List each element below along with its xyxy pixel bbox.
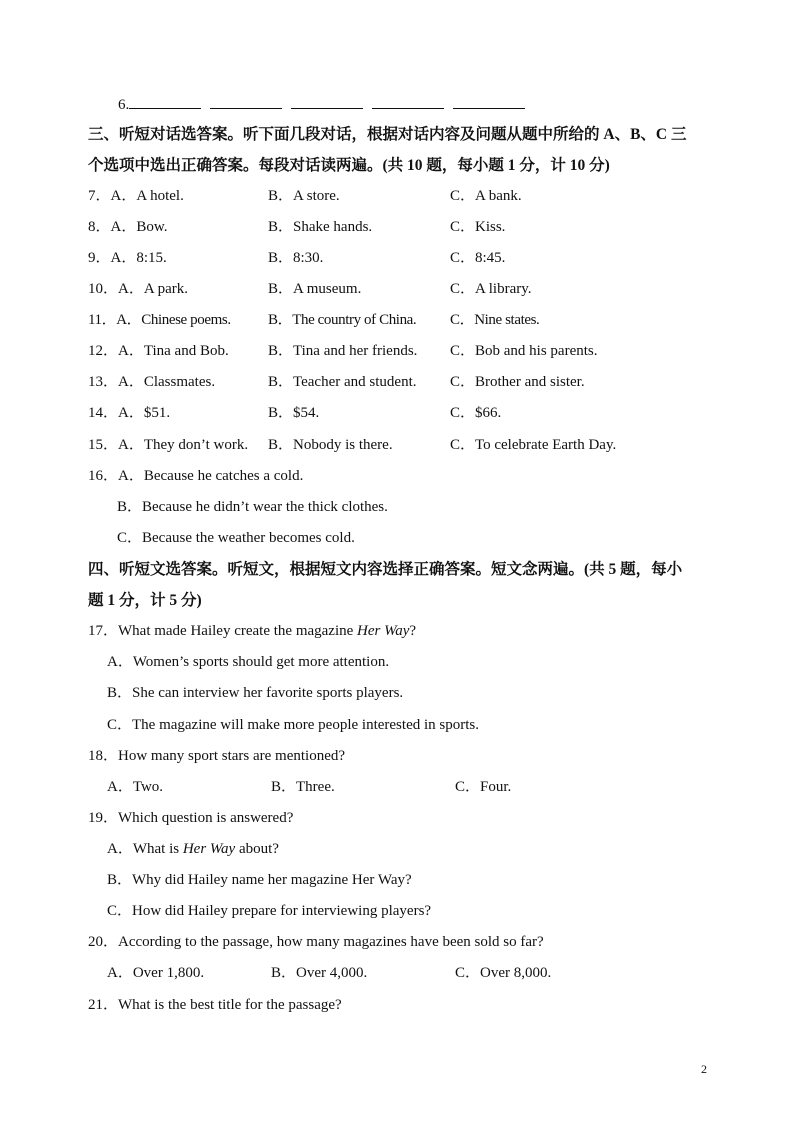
option-a: A．8:15. [110,250,167,266]
magazine-title: Her Way [182,841,236,857]
option-b: B．A store. [268,188,340,204]
section3-heading-line2: 个选项中选出正确答案。每段对话读两遍。(共 10 题，每小题 1 分，计 10 分) [88,157,610,174]
question-17-option-a: A．Women’s sports should get more attention. [107,654,390,670]
option-a: A．They don’t work. [118,437,249,453]
question-17-stem [88,616,416,647]
question-12 [88,336,598,367]
blanks-line-number: 6. [118,97,130,113]
question-21-stem: 21．What is the best title for the passage? [88,997,342,1013]
question-number: 10． [88,281,119,297]
question-14 [88,398,502,429]
question-17-option-b: B．She can interview her favorite sports players. [107,685,404,701]
section3-heading-line1: 三、听短对话选答案。听下面几段对话，根据对话内容及问题从题中所给的 A、B、C 三 [88,126,687,143]
option-b: B．Shake hands. [268,219,373,235]
question-9 [88,243,506,274]
section4-heading-line2: 题 1 分，计 5 分) [88,592,202,609]
option-a: A．Bow. [110,219,168,235]
question-16-option-c: C．Because the weather becomes cold. [117,530,355,546]
answer-blank-3[interactable] [291,94,363,109]
option-a: A．Over 1,800. [107,965,205,981]
question-19-stem: 19．Which question is answered? [88,810,294,826]
option-c: C．Nine states. [450,312,540,328]
option-end: about? [235,841,279,857]
page-number: 2 [701,1062,707,1076]
question-number: 14． [88,405,119,421]
question-11 [88,305,540,336]
question-19-option-c: C．How did Hailey prepare for interviewing players? [107,903,432,919]
answer-blank-4[interactable] [372,94,444,109]
option-c: C．Brother and sister. [450,374,585,390]
blanks-line [118,90,534,121]
option-c: C．A bank. [450,188,522,204]
option-a: A．Classmates. [118,374,216,390]
answer-blank-1[interactable] [129,94,201,109]
answer-blank-2[interactable] [210,94,282,109]
stem-end: ? [409,623,417,639]
option-c: C．Four. [455,779,512,795]
option-b: B．Three. [271,779,335,795]
question-13 [88,367,585,398]
option-a: A．Chinese poems. [116,312,231,328]
option-a: A．Tina and Bob. [118,343,229,359]
question-number: 15． [88,437,119,453]
option-b: B．Tina and her friends. [268,343,418,359]
question-18-stem: 18．How many sport stars are mentioned? [88,748,346,764]
question-10 [88,274,532,305]
option-b: B．Teacher and student. [268,374,417,390]
question-20-options [107,958,552,989]
question-number: 12． [88,343,119,359]
section4-heading-line1: 四、听短文选答案。听短文，根据短文内容选择正确答案。短文念两遍。(共 5 题，每小 [88,561,683,578]
option-a: A．Because he catches a cold. [118,468,304,484]
option-b: B．Over 4,000. [271,965,368,981]
question-number: 7． [88,188,111,204]
option-c: C．Bob and his parents. [450,343,598,359]
answer-blank-5[interactable] [453,94,525,109]
question-7 [88,181,522,212]
question-16 [88,461,303,492]
question-17-option-c: C．The magazine will make more people interested in sports. [107,717,479,733]
option-b: B．Nobody is there. [268,437,393,453]
question-16-option-b: B．Because he didn’t wear the thick clothes. [117,499,388,515]
question-number: 8． [88,219,111,235]
question-19-option-a [107,834,279,865]
option-a: A．$51. [118,405,171,421]
option-c: C．$66. [450,405,502,421]
question-number: 9． [88,250,111,266]
option-c: C．8:45. [450,250,506,266]
option-c: C．To celebrate Earth Day. [450,437,617,453]
option-c: C．Over 8,000. [455,965,552,981]
question-18-options [107,772,512,803]
question-number: 11． [88,312,117,328]
option-a: A．A hotel. [110,188,184,204]
question-15 [88,430,617,461]
question-20-stem: 20．According to the passage, how many magazines have been sold so far? [88,934,544,950]
option-c: C．A library. [450,281,532,297]
option-text: A．What is [107,841,183,857]
option-b: B．The country of China. [268,312,417,328]
option-b: B．$54. [268,405,320,421]
stem-text: 17．What made Hailey create the magazine [88,623,358,639]
question-number: 16． [88,468,119,484]
magazine-title: Her Way [357,623,410,639]
option-a: A．Two. [107,779,164,795]
question-19-option-b: B．Why did Hailey name her magazine Her Way? [107,872,412,888]
option-b: B．A museum. [268,281,362,297]
option-b: B．8:30. [268,250,324,266]
question-number: 13． [88,374,119,390]
question-8 [88,212,506,243]
option-c: C．Kiss. [450,219,506,235]
option-a: A．A park. [118,281,189,297]
